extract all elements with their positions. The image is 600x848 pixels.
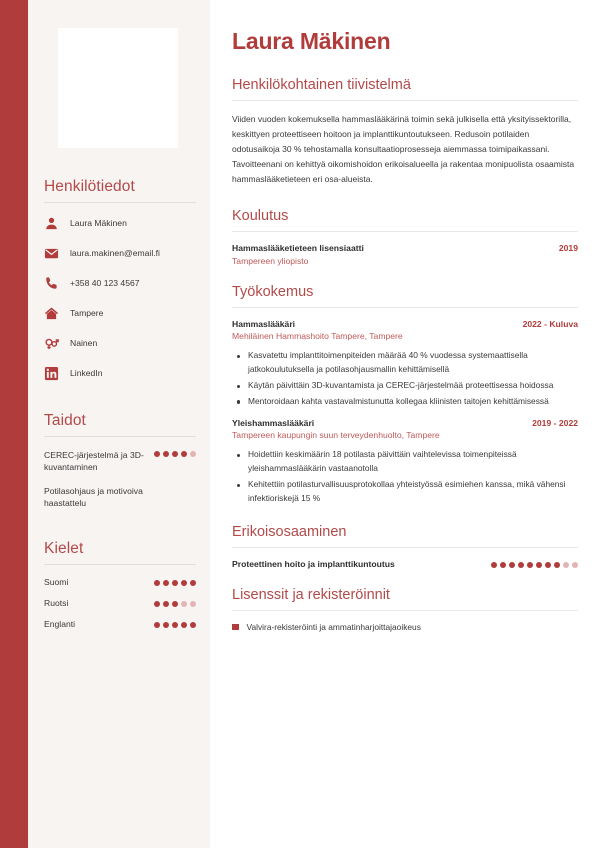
rating-dot-filled [172,451,178,457]
accent-stripe [0,0,28,848]
sidebar-section-personal [44,178,196,382]
entry-subtitle: Tampereen yliopisto [232,255,309,266]
rating-dot-filled [172,622,178,628]
home-icon [44,306,59,321]
skill-name: CEREC-järjestelmä ja 3D-kuvantaminen [44,450,144,473]
sidebar-heading-skills: Taidot [44,412,86,429]
entry-title: Yleishammaslääkäri [232,417,315,428]
language-name: Ruotsi [44,597,69,608]
specialization-name: Proteettinen hoito ja implanttikuntoutus [232,558,395,569]
language-name: Suomi [44,576,69,587]
rating-dot-empty [572,562,578,568]
rating-dot-filled [536,562,542,568]
entry-subtitle: Mehiläinen Hammashoito Tampere, Tampere [232,331,403,342]
language-row [44,577,196,587]
language-row [44,619,196,629]
language-row [44,598,196,608]
profile-photo-placeholder [58,28,178,148]
entry-date: 2022 - Kuluva [522,318,578,329]
specialization-rating-dots [491,560,578,568]
bullet-item: Hoidettiin keskimäärin 18 potilasta päivittäin vaihtelevissa toimenpiteissä yleishammaslääkärin vastaanotolla [232,448,578,476]
person-icon [44,216,59,231]
contact-value-linkedin: LinkedIn [70,368,103,379]
rating-dot-filled [172,601,178,607]
rating-dot-filled [554,562,560,568]
section-specialization [232,524,578,569]
rating-dot-filled [172,580,178,586]
square-bullet-icon [232,624,239,631]
entry-bullets [232,349,578,408]
entry-bullets [232,448,578,505]
divider [232,231,578,232]
contact-row-gender [44,335,196,352]
rating-dot-filled [190,622,196,628]
bullet-item: Mentoroidaan kahta vastavalmistunutta kollegaa kliinisten taitojen kehittämisessä [232,395,578,409]
contact-row-email[interactable] [44,245,196,262]
gender-icon [44,336,59,351]
section-heading-experience: Työkokemus [232,283,314,300]
entry-title: Hammaslääketieteen lisensiaatti [232,243,364,254]
license-text: Valvira-rekisteröinti ja ammatinharjoittajaoikeus [246,621,421,632]
rating-dot-filled [500,562,506,568]
skill-item [44,449,196,474]
contact-row-linkedin[interactable] [44,365,196,382]
rating-dot-filled [154,580,160,586]
divider [44,436,196,437]
page-title: Laura Mäkinen [232,28,391,54]
section-heading-licenses: Lisenssit ja rekisteröinnit [232,586,390,603]
sidebar-section-skills [44,412,196,510]
sidebar-heading-languages: Kielet [44,539,84,557]
contact-row-name [44,215,196,232]
divider [232,307,578,308]
language-rating-dots [154,578,196,586]
section-summary [232,77,578,186]
contact-value-location: Tampere [70,308,104,319]
rating-dot-filled [181,622,187,628]
bullet-item: Kehitettiin potilasturvallisuusprotokollaa yhteistyössä esimiehen kanssa, mikä vähensi infektioriskejä 15 % [232,478,578,506]
summary-text: Viiden vuoden kokemuksella hammaslääkärinä toimin sekä julkisella että yksityissektorilla, keskittyen proteettiseen hoitoon ja implanttikuntoutukseen. Redusoin potilaiden odotusaikoja 30 % tehostamalla konsultaatioprosesseja aiemmassa toimipaikassani. Tavoitteenani on kehittyä oikomishoidon erikoisalueella ja rakentaa monipuolista osaamista hammaslääketieteen eri osa-alueista. [232,114,575,184]
phone-icon [44,276,59,291]
specialization-row [232,559,578,569]
divider [44,564,196,565]
section-education [232,208,578,266]
rating-dot-filled [154,622,160,628]
rating-dot-filled [163,622,169,628]
rating-dot-empty [190,601,196,607]
entry-title: Hammaslääkäri [232,318,296,329]
rating-dot-empty [563,562,569,568]
language-name: Englanti [44,618,76,629]
contact-value-gender: Nainen [70,338,98,349]
rating-dot-filled [181,451,187,457]
skill-name: Potilasohjaus ja motivoiva haastattelu [44,485,143,509]
section-heading-specialization: Erikoisosaaminen [232,523,347,540]
contact-value-email: laura.makinen@email.fi [70,248,160,259]
sidebar [28,0,210,848]
experience-entry [232,319,578,409]
main-content [210,0,600,848]
section-experience [232,284,578,506]
bullet-item: Käytän päivittäin 3D-kuvantamista ja CEREC-järjestelmää proteettisessa hoidossa [232,379,578,393]
experience-entry [232,418,578,506]
entry-date: 2019 [558,243,578,254]
education-entry [232,243,578,266]
rating-dot-filled [154,601,160,607]
contact-row-location [44,305,196,322]
rating-dot-filled [163,580,169,586]
rating-dot-filled [509,562,515,568]
divider [232,100,578,101]
sidebar-heading-personal: Henkilötiedot [44,178,135,195]
linkedin-icon [44,366,59,381]
entry-date: 2019 - 2022 [532,417,578,428]
rating-dot-filled [491,562,497,568]
section-heading-education: Koulutus [232,208,289,225]
rating-dot-filled [163,451,169,457]
divider [44,202,196,203]
section-heading-summary: Henkilökohtainen tiivistelmä [232,77,411,93]
rating-dot-empty [190,451,196,457]
rating-dot-filled [163,601,169,607]
section-licenses [232,587,578,632]
rating-dot-filled [154,451,160,457]
rating-dot-filled [518,562,524,568]
envelope-icon [44,246,59,261]
language-rating-dots [154,599,196,607]
contact-value-phone: +358 40 123 4567 [70,278,140,289]
rating-dot-filled [545,562,551,568]
contact-row-phone[interactable] [44,275,196,292]
entry-subtitle: Tampereen kaupungin suun terveydenhuolto, Tampere [232,430,440,441]
contact-value-name: Laura Mäkinen [70,218,127,229]
rating-dot-filled [190,580,196,586]
skill-item [44,485,196,510]
divider [232,547,578,548]
rating-dot-empty [181,601,187,607]
language-rating-dots [154,620,196,628]
rating-dot-filled [181,580,187,586]
divider [232,610,578,611]
license-item [232,622,578,632]
bullet-item: Kasvatettu implanttitoimenpiteiden määrää 40 % vuodessa systemaattisella jatkokoulutuksella ja potilasohjausmallin kehittämisellä [232,349,578,377]
sidebar-section-languages [44,540,196,629]
rating-dot-filled [527,562,533,568]
skill-rating-dots [154,449,196,457]
